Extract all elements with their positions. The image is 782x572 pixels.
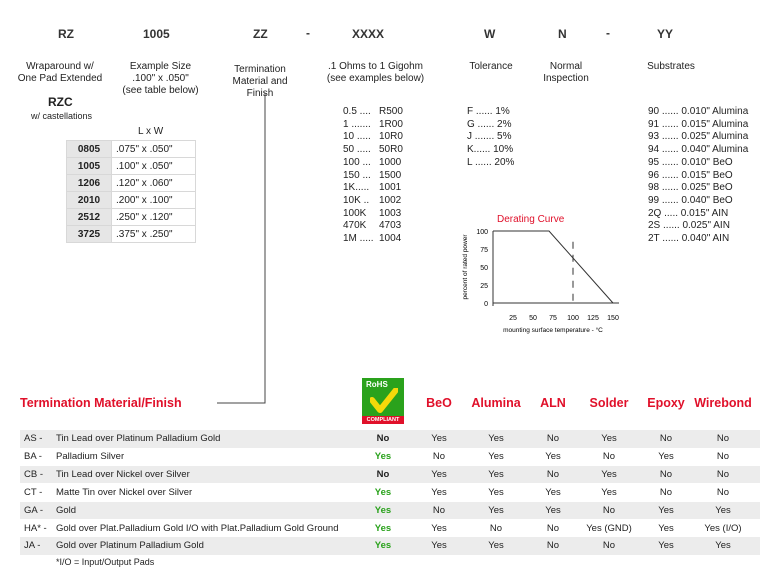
code-w: W bbox=[484, 27, 496, 41]
resistance-value: 100K bbox=[343, 207, 367, 219]
resistance-code: R500 bbox=[379, 106, 403, 117]
cell-solder: Yes bbox=[601, 468, 617, 480]
resistance-code: 1004 bbox=[379, 233, 402, 245]
derating-chart bbox=[455, 208, 635, 338]
substrate-item: 2T ...... 0.040" AIN bbox=[648, 233, 730, 245]
substrate-item: 94 ...... 0.040" Alumina bbox=[648, 144, 749, 156]
size-table-row bbox=[67, 175, 196, 192]
cell-epoxy: Yes bbox=[658, 504, 674, 516]
tolerance-item: J ....... 5% bbox=[467, 131, 512, 143]
tolerance-list bbox=[467, 106, 514, 170]
cell-alumina: No bbox=[489, 522, 503, 534]
resistance-value: 100 ... bbox=[343, 156, 371, 168]
termination-code: AS - bbox=[24, 433, 43, 444]
size-table-row bbox=[67, 158, 196, 175]
resistance-value: 1K..... bbox=[343, 182, 370, 194]
code-yy: YY bbox=[657, 27, 674, 41]
termination-name: Tin Lead over Platinum Palladium Gold bbox=[56, 433, 221, 444]
cell-beo: Yes bbox=[431, 433, 447, 444]
cell-beo: Yes bbox=[431, 540, 447, 552]
substrate-item: 99 ...... 0.040" BeO bbox=[648, 194, 733, 206]
size-code: 1005 bbox=[67, 158, 112, 175]
cell-solder: No bbox=[602, 450, 616, 462]
x-tick-label: 50 bbox=[529, 315, 537, 322]
substrate-item: 90 ...... 0.010" Alumina bbox=[648, 106, 749, 117]
resistance-value: 150 ... bbox=[343, 169, 371, 181]
termination-row bbox=[20, 448, 760, 466]
size-table-header: L x W bbox=[138, 126, 164, 137]
cell-aln: No bbox=[546, 540, 560, 552]
cell-epoxy: No bbox=[659, 486, 673, 498]
size-code: 1206 bbox=[67, 175, 112, 192]
cell-solder: Yes bbox=[601, 433, 617, 444]
cell-alumina: Yes bbox=[488, 433, 504, 444]
cell-aln: Yes bbox=[545, 504, 561, 516]
x-tick-label: 125 bbox=[587, 315, 599, 322]
desc-size: Example Size .100" x .050" (see table below) bbox=[122, 61, 199, 96]
termination-code: GA - bbox=[24, 504, 44, 516]
column-header-epoxy: Epoxy bbox=[647, 396, 685, 410]
rohs-value: Yes bbox=[374, 450, 392, 462]
column-header-wirebond: Wirebond bbox=[694, 396, 752, 410]
cell-solder: Yes (GND) bbox=[586, 522, 632, 534]
y-tick-label: 75 bbox=[480, 247, 488, 254]
cell-epoxy: Yes bbox=[658, 450, 674, 462]
resistance-code: 1001 bbox=[379, 182, 402, 194]
cell-epoxy: No bbox=[659, 433, 673, 444]
cell-solder: Yes bbox=[601, 486, 617, 498]
y-tick-label: 25 bbox=[480, 283, 488, 290]
footnote: *I/O = Input/Output Pads bbox=[56, 557, 155, 567]
resistance-value: 1 ....... bbox=[343, 118, 371, 130]
termination-code: BA - bbox=[24, 450, 42, 462]
termination-row bbox=[20, 502, 760, 520]
desc-substrates: Substrates bbox=[647, 61, 695, 72]
resistance-value: 1M ..... bbox=[343, 233, 374, 245]
size-dimension: .200" x .100" bbox=[112, 192, 196, 209]
cell-epoxy: Yes bbox=[658, 522, 674, 534]
x-axis-label: mounting surface temperature - °C bbox=[503, 327, 603, 334]
resistance-code: 1500 bbox=[379, 169, 402, 181]
rohs-logo bbox=[362, 378, 404, 424]
cell-wirebond: Yes bbox=[715, 504, 731, 516]
termination-code: JA - bbox=[24, 540, 41, 552]
column-header-beo: BeO bbox=[426, 396, 452, 410]
code-size: 1005 bbox=[143, 27, 170, 41]
rohs-value: No bbox=[376, 468, 390, 480]
cell-aln: No bbox=[546, 468, 560, 480]
size-code: 2010 bbox=[67, 192, 112, 209]
desc-rz: Wraparound w/ One Pad Extended bbox=[17, 61, 103, 84]
rzc-subtitle: w/ castellations bbox=[31, 111, 93, 121]
cell-aln: No bbox=[546, 433, 560, 444]
size-dimension: .250" x .120" bbox=[112, 209, 196, 226]
x-tick-label: 75 bbox=[549, 315, 557, 322]
size-code: 0805 bbox=[67, 141, 112, 158]
y-axis-label: percent of rated power bbox=[462, 234, 469, 300]
substrate-item: 2S ...... 0.025" AIN bbox=[648, 220, 730, 232]
cell-wirebond: No bbox=[716, 450, 730, 462]
size-table-row bbox=[67, 209, 196, 226]
cell-wirebond: No bbox=[716, 433, 730, 444]
cell-epoxy: Yes bbox=[658, 540, 674, 552]
termination-name: Tin Lead over Nickel over Silver bbox=[56, 468, 190, 480]
rohs-value: Yes bbox=[374, 486, 392, 498]
cell-solder: No bbox=[602, 540, 616, 552]
cell-aln: Yes bbox=[545, 486, 561, 498]
termination-row bbox=[20, 520, 760, 538]
resistance-value: 10 ..... bbox=[343, 131, 371, 143]
termination-code: CT - bbox=[24, 486, 43, 498]
resistance-value: 50 ..... bbox=[343, 144, 371, 156]
x-tick-label: 150 bbox=[607, 315, 619, 322]
cell-alumina: Yes bbox=[488, 450, 504, 462]
cell-alumina: Yes bbox=[488, 468, 504, 480]
rzc-title: RZC bbox=[48, 95, 73, 109]
substrate-item: 96 ...... 0.015" BeO bbox=[648, 169, 733, 181]
cell-wirebond: No bbox=[716, 468, 730, 480]
size-dimension: .375" x .250" bbox=[112, 226, 196, 243]
code-dash-2: - bbox=[606, 26, 610, 40]
termination-code: CB - bbox=[24, 468, 43, 480]
termination-title: Termination Material/Finish bbox=[20, 396, 182, 410]
resistance-code: 50R0 bbox=[379, 144, 403, 156]
termination-row bbox=[20, 484, 760, 502]
cell-alumina: Yes bbox=[488, 486, 504, 498]
cell-epoxy: No bbox=[659, 468, 673, 480]
termination-name: Matte Tin over Nickel over Silver bbox=[56, 486, 193, 498]
termination-row bbox=[20, 430, 760, 448]
x-tick-label: 25 bbox=[509, 315, 517, 322]
substrate-item: 93 ...... 0.025" Alumina bbox=[648, 131, 749, 143]
size-dimension: .120" x .060" bbox=[112, 175, 196, 192]
rohs-compliant: COMPLIANT bbox=[362, 416, 404, 424]
cell-solder: No bbox=[602, 504, 616, 516]
rohs-label: RoHS bbox=[366, 380, 388, 389]
desc-termination: Termination Material and Finish bbox=[232, 64, 288, 99]
termination-name: Palladium Silver bbox=[56, 450, 125, 462]
rohs-value: Yes bbox=[374, 540, 392, 552]
size-dimension: .075" x .050" bbox=[112, 141, 196, 158]
cell-alumina: Yes bbox=[488, 540, 504, 552]
column-header-solder: Solder bbox=[589, 396, 629, 410]
resistance-code: 10R0 bbox=[379, 131, 403, 143]
cell-aln: Yes bbox=[545, 450, 561, 462]
column-header-aln: ALN bbox=[540, 396, 566, 410]
resistance-values bbox=[343, 106, 374, 246]
cell-aln: No bbox=[546, 522, 560, 534]
tolerance-item: K...... 10% bbox=[467, 144, 514, 156]
substrate-item: 91 ...... 0.015" Alumina bbox=[648, 118, 749, 130]
code-n: N bbox=[558, 27, 567, 41]
cell-alumina: Yes bbox=[488, 504, 504, 516]
y-tick-label: 50 bbox=[480, 265, 488, 272]
substrate-item: 95 ...... 0.010" BeO bbox=[648, 156, 733, 168]
rohs-value: Yes bbox=[374, 504, 392, 516]
cell-wirebond: Yes (I/O) bbox=[704, 522, 742, 534]
resistance-codes bbox=[379, 106, 403, 246]
resistance-code: 1003 bbox=[379, 207, 402, 219]
termination-row bbox=[20, 537, 760, 555]
resistance-code: 4703 bbox=[379, 220, 402, 232]
x-tick-label: 100 bbox=[567, 315, 579, 322]
cell-beo: Yes bbox=[431, 522, 447, 534]
resistance-value: 0.5 .... bbox=[343, 106, 371, 117]
termination-name: Gold bbox=[56, 504, 77, 516]
cell-beo: Yes bbox=[431, 486, 447, 498]
code-dash-1: - bbox=[306, 26, 310, 40]
resistance-code: 1002 bbox=[379, 194, 402, 206]
cell-beo: No bbox=[432, 504, 446, 516]
code-rz: RZ bbox=[58, 27, 74, 41]
termination-code: HA* - bbox=[24, 522, 47, 534]
substrate-item: 98 ...... 0.025" BeO bbox=[648, 182, 733, 194]
rohs-value: Yes bbox=[374, 522, 392, 534]
column-header-alumina: Alumina bbox=[471, 396, 521, 410]
size-table-row bbox=[67, 141, 196, 158]
desc-resistance: .1 Ohms to 1 Gigohm (see examples below) bbox=[326, 61, 425, 84]
resistance-code: 1000 bbox=[379, 156, 402, 168]
desc-tolerance: Tolerance bbox=[469, 61, 513, 72]
derating-line bbox=[493, 231, 613, 303]
resistance-value: 10K .. bbox=[343, 194, 370, 206]
termination-name: Gold over Plat.Palladium Gold I/O with Plat.Palladium Gold Ground bbox=[56, 522, 339, 534]
substrate-list bbox=[648, 106, 748, 246]
size-code: 3725 bbox=[67, 226, 112, 243]
y-tick-label: 0 bbox=[484, 301, 488, 308]
cell-beo: No bbox=[432, 450, 446, 462]
resistance-value: 470K bbox=[343, 220, 367, 232]
tolerance-item: F ...... 1% bbox=[467, 106, 510, 117]
cell-wirebond: No bbox=[716, 486, 730, 498]
code-xxxx: XXXX bbox=[352, 27, 385, 41]
size-table-row bbox=[67, 192, 196, 209]
substrate-item: 2Q ..... 0.015" AIN bbox=[648, 207, 729, 219]
cell-beo: Yes bbox=[431, 468, 447, 480]
size-code: 2512 bbox=[67, 209, 112, 226]
code-zz: ZZ bbox=[253, 27, 268, 41]
rohs-value: No bbox=[376, 433, 390, 444]
checkmark-icon bbox=[370, 388, 398, 414]
tolerance-item: L ...... 20% bbox=[467, 156, 515, 168]
size-table bbox=[66, 140, 196, 243]
termination-row bbox=[20, 466, 760, 484]
desc-inspection: Normal Inspection bbox=[543, 61, 589, 84]
chart-title: Derating Curve bbox=[497, 214, 565, 225]
size-table-row bbox=[67, 226, 196, 243]
termination-name: Gold over Platinum Palladium Gold bbox=[56, 540, 204, 552]
size-dimension: .100" x .050" bbox=[112, 158, 196, 175]
cell-wirebond: Yes bbox=[715, 540, 731, 552]
tolerance-item: G ...... 2% bbox=[467, 118, 512, 130]
resistance-code: 1R00 bbox=[379, 118, 403, 130]
y-tick-label: 100 bbox=[476, 229, 488, 236]
